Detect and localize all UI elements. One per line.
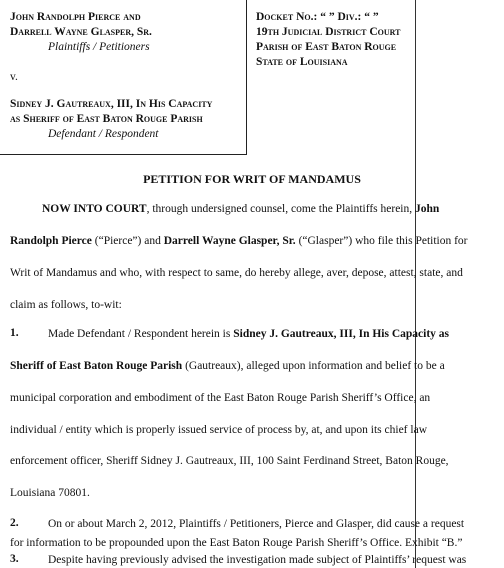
division-label: Div.: [337, 11, 362, 23]
defendant-role: Defendant / Respondent [48, 128, 159, 140]
para2-line-1: On or about March 2, 2012, Plaintiffs / Petitioners, Pierce and Glasper, did cause a request [48, 518, 465, 530]
plaintiff-name-line-1: John Randolph Pierce and [10, 11, 141, 23]
court-parish: Parish of East Baton Rouge [256, 41, 397, 53]
intro-line-3: Writ of Mandamus and who, with respect to same, do hereby allege, aver, depose, attest, state, and [10, 267, 463, 279]
para1-line-6: Louisiana 70801. [10, 487, 90, 499]
plaintiff-role: Plaintiffs / Petitioners [48, 41, 150, 53]
para1-text-1: Made Defendant / Respondent herein is [48, 328, 234, 340]
caption-divider-horizontal [0, 154, 247, 155]
caption-divider-vertical [246, 0, 247, 155]
paragraph-2-number: 2. [10, 517, 19, 529]
intro-line-2 [10, 234, 501, 248]
now-into-court: NOW INTO COURT [42, 203, 147, 215]
plaintiff-pierce: Randolph Pierce [10, 235, 92, 247]
para3-line-1: Despite having previously advised the investigation made subject of Plaintiffs’ request was [48, 554, 467, 566]
para1-line-3: municipal corporation and embodiment of the East Baton Rouge Parish Sheriff’s Office, an [10, 392, 431, 404]
intro-text-3: (“Glasper”) who file this Petition for [295, 235, 468, 247]
para1-line-2 [10, 359, 445, 373]
intro-text-1: , through undersigned counsel, come the Plaintiffs herein, [146, 203, 415, 215]
versus-label: v. [10, 71, 18, 83]
intro-line-4: claim as follows, to-wit: [10, 299, 122, 311]
para1-line-5: enforcement officer, Sheriff Sidney J. Gautreaux, III, 100 Saint Ferdinand Street, Baton Rouge, [10, 455, 449, 467]
division-value: “ ” [364, 11, 379, 23]
docket-line [256, 10, 379, 24]
scan-artifact-line [415, 0, 416, 568]
document-title: PETITION FOR WRIT OF MANDAMUS [143, 172, 361, 186]
plaintiff-first-name: John [415, 203, 440, 215]
docket-label: Docket No.: [256, 11, 318, 23]
defendant-name-line-1: Sidney J. Gautreaux, III, In His Capacity [10, 98, 213, 110]
court-name: 19th Judicial District Court [256, 26, 401, 38]
paragraph-1-number: 1. [10, 327, 19, 339]
docket-number: “ ” [320, 11, 335, 23]
plaintiff-glasper: Darrell Wayne Glasper, Sr. [163, 235, 296, 247]
defendant-name-line-2: as Sheriff of East Baton Rouge Parish [10, 113, 203, 125]
para1-line-1 [48, 327, 449, 341]
intro-line-1 [42, 202, 501, 216]
para1-line-4: individual / entity which is properly issued service of process by, at, and upon its chief law [10, 424, 427, 436]
plaintiff-name-line-2: Darrell Wayne Glasper, Sr. [10, 26, 152, 38]
para1-text-2: (Gautreaux), alleged upon information and belief to be a [182, 360, 445, 372]
sheriff-title-bold: Sheriff of East Baton Rouge Parish [10, 360, 183, 372]
court-state: State of Louisiana [256, 56, 348, 68]
intro-text-2: (“Pierce”) and [91, 235, 164, 247]
defendant-name-bold: Sidney J. Gautreaux, III, In His Capacity as [233, 328, 450, 340]
paragraph-3-number: 3. [10, 553, 19, 565]
para2-line-2: for information to be propounded upon the East Baton Rouge Parish Sheriff’s Office. Exhibit “B.” [10, 537, 463, 549]
